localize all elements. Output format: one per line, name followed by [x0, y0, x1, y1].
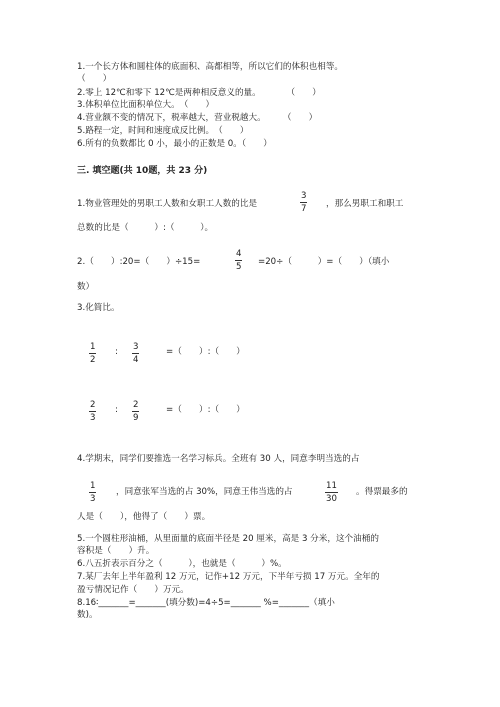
q3-row1-fraction-1 [89, 342, 96, 365]
q3-row2-answer[interactable]: =（ ）:（ ） [166, 405, 245, 415]
fraction-denominator: 3 [90, 413, 96, 423]
q1-line2[interactable]: 总数的比是（ ）:（ ）。 [77, 223, 214, 233]
fraction-denominator: 3 [90, 494, 96, 504]
tf-item-3: 3.体积单位比面积单位大。 （ ） [77, 100, 215, 110]
q2-line1-head[interactable]: 2.（ ）:20=（ ）÷15= [77, 257, 201, 267]
q3-row2-fraction-1 [89, 400, 96, 423]
q2-line1-tail[interactable]: =20÷（ ）=（ ）（填小 [258, 257, 390, 267]
fraction-bar [89, 353, 96, 354]
fraction-bar [325, 492, 338, 493]
section-title: 三. 填空题(共 10题，共 23 分) [77, 166, 208, 176]
q4-line1: 4.学期末，同学们要推选一名学习标兵。全班有 30 人，同意李明当选的占 [77, 454, 360, 464]
tf-item-1: 1.一个长方体和圆柱体的底面积、高都相等，所以它们的体积也相等。 [77, 62, 344, 72]
fraction-denominator: 2 [90, 355, 96, 365]
q7-line2[interactable]: 盈亏情况记作（ ）万元。 [77, 585, 189, 595]
fraction-bar [89, 492, 96, 493]
q3-row2-fraction-2 [132, 400, 139, 423]
fraction-numerator: 1 [90, 342, 96, 352]
fraction-denominator: 30 [326, 494, 337, 504]
q3-row1-fraction-2 [132, 342, 139, 365]
q4-line2-tail: 。得票最多的 [356, 487, 408, 497]
q7-line1: 7.某厂去年上半年盈利 12 万元，记作+12 万元，下半年亏损 17 万元。全年的 [77, 572, 380, 582]
fraction-denominator: 5 [236, 262, 242, 272]
tf-item-4: 4.营业额不变的情况下，税率越大，营业税越大。 （ ） [77, 113, 318, 123]
fraction-numerator: 1 [90, 481, 96, 491]
q4-fraction-2 [325, 481, 338, 504]
tf-item-5: 5.路程一定，时间和速度成反比例。 （ ） [77, 126, 249, 136]
q5-line2[interactable]: 容积是（ ）升。 [77, 546, 155, 556]
fraction-denominator: 4 [133, 355, 139, 365]
q3-row2-colon: : [115, 405, 118, 415]
q3-title: 3.化简比。 [77, 303, 120, 313]
fraction-denominator: 9 [133, 413, 139, 423]
fraction-numerator: 2 [90, 400, 96, 410]
q1-fraction [300, 191, 307, 214]
q5-line1: 5.一个圆柱形油桶，从里面量的底面半径是 20 厘米，高是 3 分米，这个油桶的 [77, 534, 379, 544]
fraction-bar [300, 202, 307, 203]
q4-line3[interactable]: 人是（ ），他得了（ ）票。 [77, 512, 211, 522]
q3-row1-colon: : [115, 347, 118, 357]
fraction-numerator: 11 [326, 481, 337, 491]
q1-line1: 1.物业管理处的男职工人数和女职工人数的比是 [77, 199, 258, 209]
fraction-bar [132, 411, 139, 412]
q6-line[interactable]: 6.八五折表示百分之（ ），也就是（ ）%。 [77, 559, 287, 569]
q4-fraction-1 [89, 481, 96, 504]
fraction-bar [235, 260, 242, 261]
fraction-denominator: 7 [301, 204, 307, 214]
tf-item-2: 2.零上 12℃和零下 12℃是两种相反意义的量。 （ ） [77, 88, 321, 98]
fraction-numerator: 3 [301, 191, 307, 201]
tf-item-6: 6.所有的负数都比 0 小，最小的正数是 0。（ ） [77, 139, 272, 149]
q2-fraction [235, 249, 242, 272]
tf-item-1-answer[interactable]: （ ） [77, 74, 112, 84]
q3-row1-answer[interactable]: =（ ）:（ ） [166, 347, 245, 357]
fraction-numerator: 3 [133, 342, 139, 352]
fraction-bar [89, 411, 96, 412]
q1-line1-tail: ，那么男职工和职工 [326, 199, 404, 209]
fraction-bar [132, 353, 139, 354]
fraction-numerator: 4 [236, 249, 242, 259]
fraction-numerator: 2 [133, 400, 139, 410]
q4-line2-middle: ，同意张军当选的占 30%，同意王伟当选的占 [116, 487, 293, 497]
q2-line2: 数） [77, 282, 95, 292]
q8-line1[interactable]: 8.16∶_______=_______(填分数)=4÷5=_______ %=_______（填小 [77, 598, 335, 608]
q8-line2: 数)。 [77, 610, 98, 620]
